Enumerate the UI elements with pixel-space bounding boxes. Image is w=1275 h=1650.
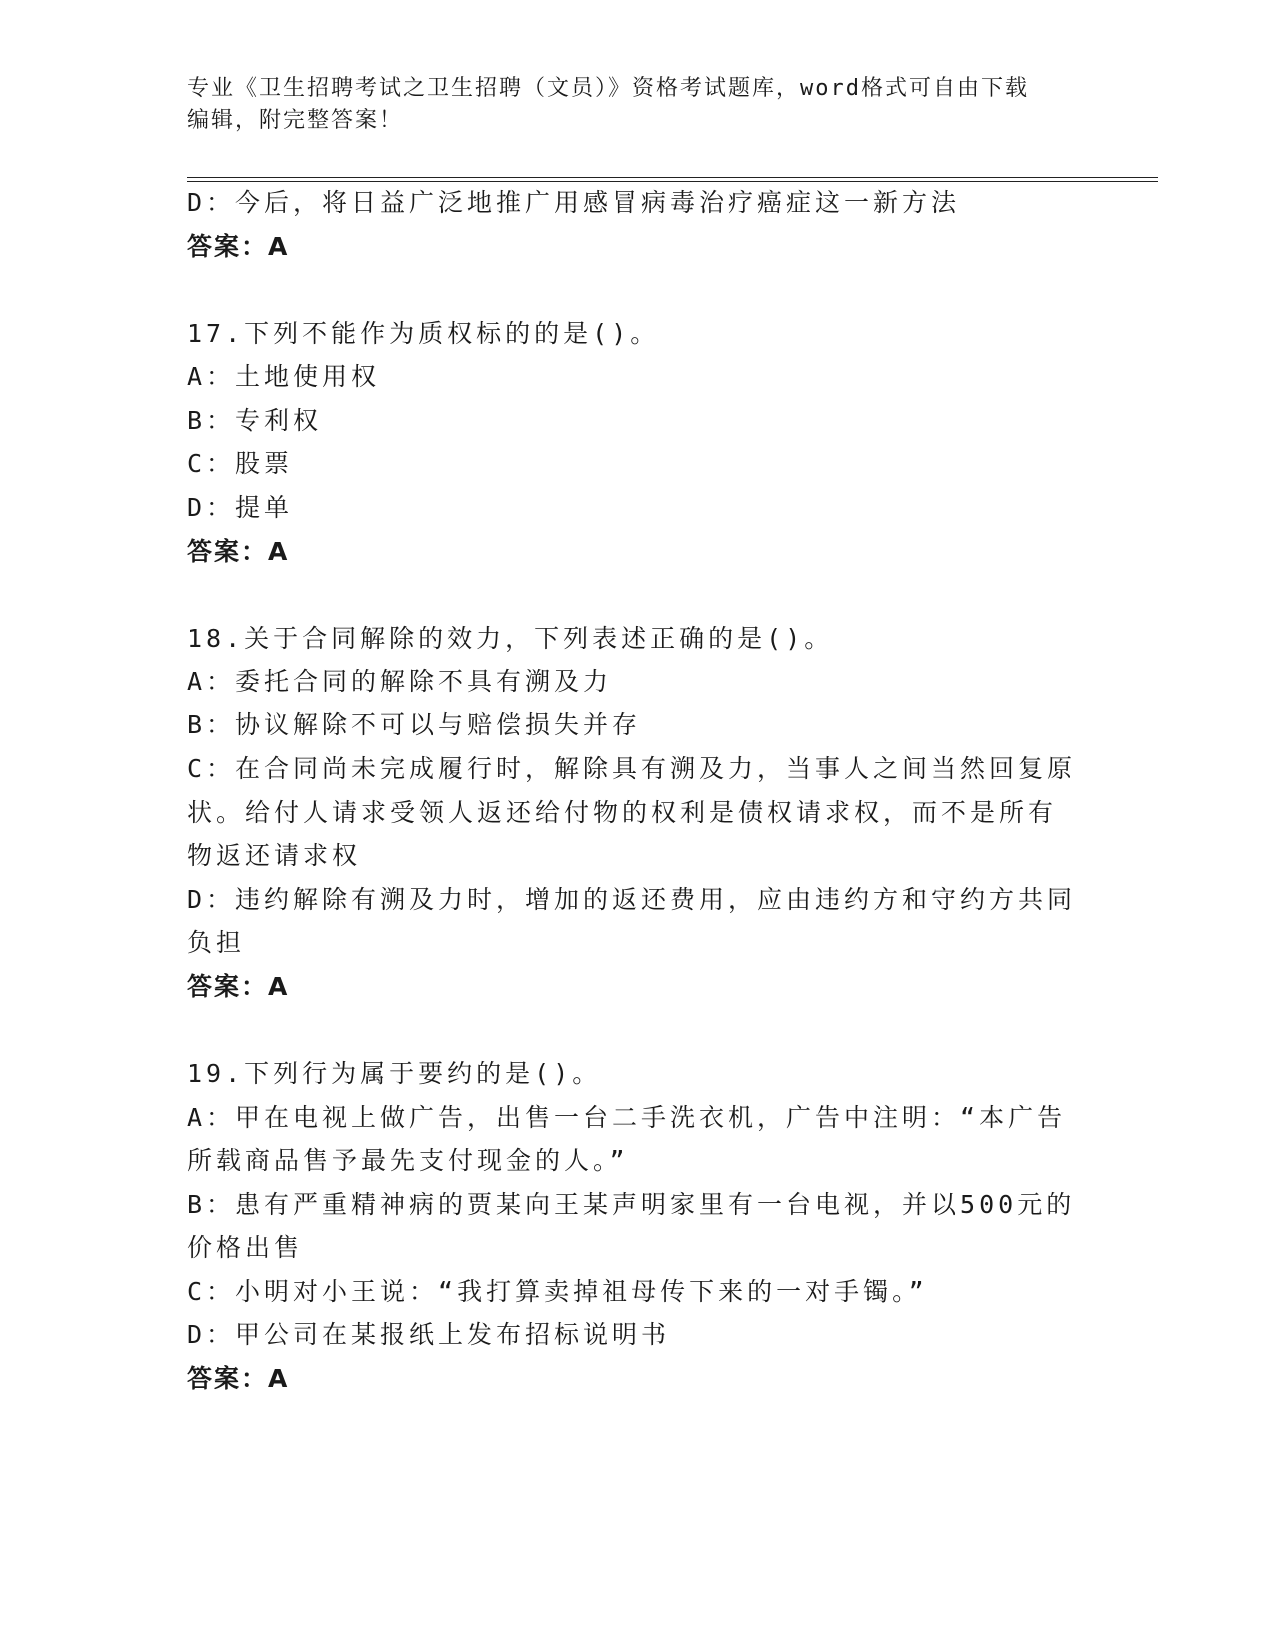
- q17-option-d: D：提单: [187, 493, 294, 522]
- q19-option-b-line-1: B：患有严重精神病的贾某向王某声明家里有一台电视，并以500元的: [187, 1190, 1076, 1219]
- q17-option-c: C：股票: [187, 449, 294, 478]
- q18-option-d-line-2: 负担: [187, 928, 246, 957]
- prev-option-d: D：今后，将日益广泛地推广用感冒病毒治疗癌症这一新方法: [187, 188, 961, 217]
- q19-option-b-line-2: 价格出售: [187, 1233, 304, 1262]
- q18-answer: 答案：A: [187, 972, 290, 1001]
- document-header: [187, 73, 1087, 137]
- q18-option-d-line-1: D：违约解除有溯及力时，增加的返还费用，应由违约方和守约方共同: [187, 885, 1077, 914]
- header-line-1: 专业《卫生招聘考试之卫生招聘（文员）》资格考试题库，word格式可自由下载: [187, 76, 1029, 101]
- q19-stem: 19.下列行为属于要约的是()。: [187, 1059, 602, 1088]
- q17-option-a: A：土地使用权: [187, 362, 381, 391]
- q18-stem: 18.关于合同解除的效力，下列表述正确的是()。: [187, 624, 834, 653]
- q18-option-c-line-1: C：在合同尚未完成履行时，解除具有溯及力，当事人之间当然回复原: [187, 754, 1077, 783]
- q17-option-b: B：专利权: [187, 406, 323, 435]
- q17-stem: 17.下列不能作为质权标的的是()。: [187, 319, 660, 348]
- prev-answer: 答案：A: [187, 232, 290, 261]
- q19-option-c: C：小明对小王说：“我打算卖掉祖母传下来的一对手镯。”: [187, 1277, 928, 1306]
- q18-option-c-line-3: 物返还请求权: [187, 841, 362, 870]
- header-line-2: 编辑，附完整答案！: [187, 108, 404, 133]
- q19-answer: 答案：A: [187, 1364, 290, 1393]
- q18-option-c-line-2: 状。给付人请求受领人返还给付物的权利是债权请求权，而不是所有: [187, 798, 1058, 827]
- q19-option-d: D：甲公司在某报纸上发布招标说明书: [187, 1320, 671, 1349]
- q19-option-a-line-1: A：甲在电视上做广告，出售一台二手洗衣机，广告中注明：“本广告: [187, 1103, 1067, 1132]
- q17-answer: 答案：A: [187, 537, 290, 566]
- q19-option-a-line-2: 所载商品售予最先支付现金的人。”: [187, 1146, 629, 1175]
- q18-option-a: A：委托合同的解除不具有溯及力: [187, 667, 613, 696]
- q18-option-b: B：协议解除不可以与赔偿损失并存: [187, 710, 642, 739]
